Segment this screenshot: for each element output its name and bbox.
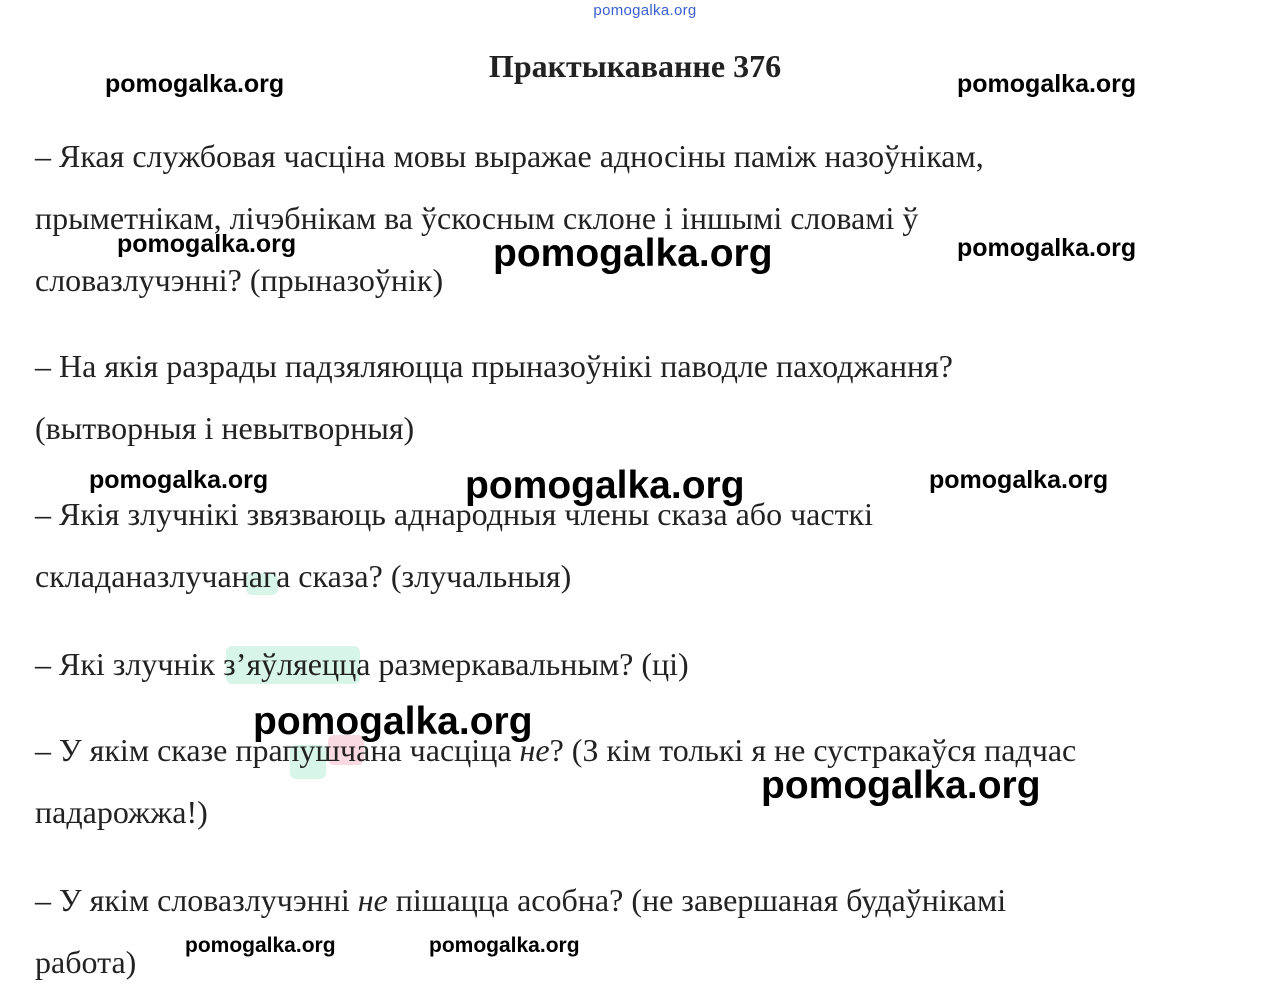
watermark-text: pomogalka.org <box>253 700 533 743</box>
watermark-text: pomogalka.org <box>465 464 745 507</box>
question-line: – У якім словазлучэнні не пішацца асобна? (не завершаная будаўнікамі <box>35 882 1007 918</box>
question-line: прыметнікам, лічэбнікам ва ўскосным склоне і іншымі словамі ў <box>35 200 919 236</box>
watermark-text: pomogalka.org <box>761 764 1041 807</box>
question-line: падарожжа!) <box>35 794 208 830</box>
question-line: работа) <box>35 944 137 980</box>
question-line: – У якім сказе прапушчана часціца не? (З кім толькі я не сустракаўся падчас <box>35 732 1077 768</box>
watermark-text: pomogalka.org <box>89 466 269 494</box>
question-line: – На якія разрады падзяляюцца прыназоўнікі паводле паходжання? <box>35 348 953 384</box>
watermark-text: pomogalka.org <box>929 466 1109 494</box>
watermark-text: pomogalka.org <box>957 70 1137 98</box>
question-line: – Якія злучнікі звязваюць аднародныя члены сказа або часткі <box>35 496 873 532</box>
watermark-text: pomogalka.org <box>429 934 580 957</box>
site-link[interactable]: pomogalka.org <box>593 2 697 19</box>
watermark-text: pomogalka.org <box>493 232 773 275</box>
page-title: Практыкаванне 376 <box>488 48 782 84</box>
watermark-text: pomogalka.org <box>185 934 336 957</box>
question-line: складаназлучанага сказа? (злучальныя) <box>35 558 572 594</box>
watermark-text: pomogalka.org <box>105 70 285 98</box>
question-line: словазлучэнні? (прыназоўнік) <box>35 262 444 298</box>
question-line: – Які злучнік з’яўляецца размеркавальным? (ці) <box>35 646 689 682</box>
watermark-text: pomogalka.org <box>117 230 297 258</box>
watermark-text: pomogalka.org <box>957 234 1137 262</box>
question-line: – Якая службовая часціна мовы выражае адносіны паміж назоўнікам, <box>35 138 984 174</box>
question-line: (вытворныя і невытворныя) <box>35 410 415 446</box>
